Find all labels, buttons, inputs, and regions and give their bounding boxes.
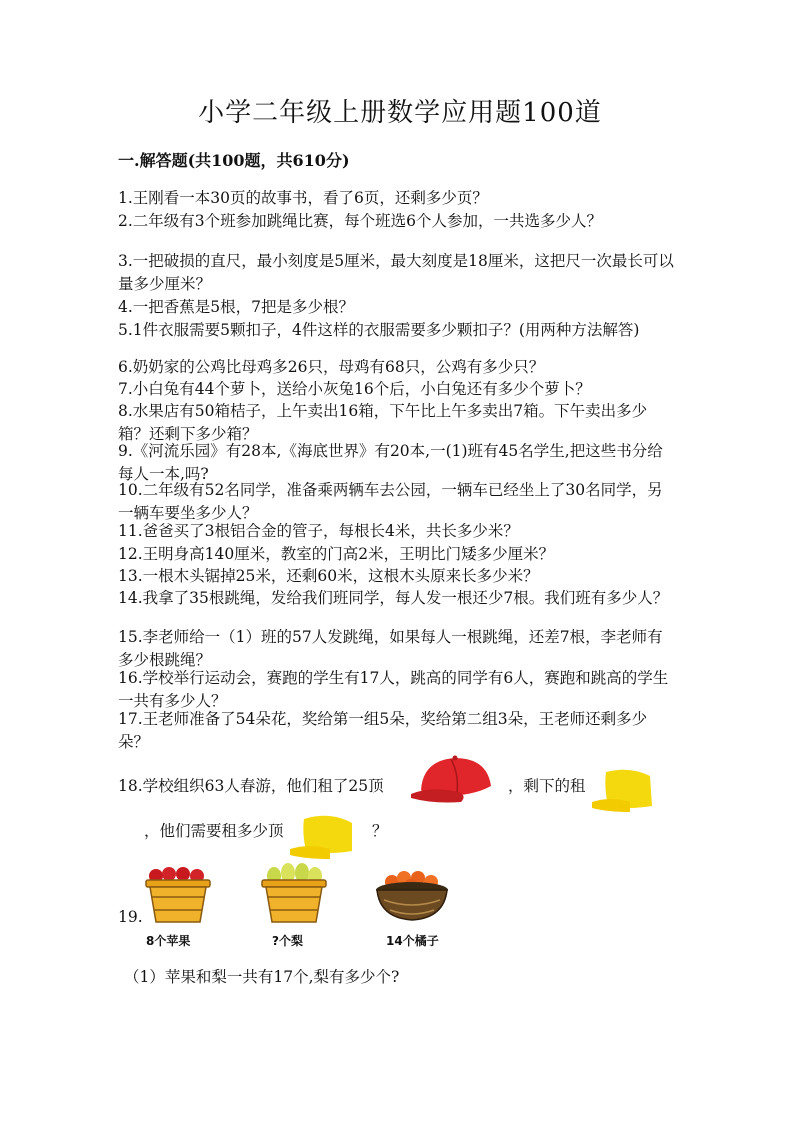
pear-basket-image [258, 860, 330, 930]
question-4: 4.一把香蕉是5根，7把是多少根？ [118, 298, 355, 316]
question-18-text-2: ，剩下的租 [508, 777, 586, 795]
apple-basket-image [144, 864, 212, 930]
question-9: 9.《河流乐园》有28本,《海底世界》有20本,一(1)班有45名学生,把这些书分给每人一本,吗? [118, 442, 663, 483]
question-13: 13.一根木头锯掉25米，还剩60米，这根木头原来长多少米？ [118, 567, 539, 585]
question-16: 16.学校举行运动会，赛跑的学生有17人，跳高的同学有6人，赛跑和跳高的学生一共有多少人？ [118, 669, 669, 710]
question-19-number: 19. [118, 908, 143, 926]
page-title: 小学二年级上册数学应用题100道 [198, 98, 602, 128]
red-cap-image [403, 752, 499, 814]
orange-basket-image [374, 866, 450, 928]
question-18-text-1: 18.学校组织63人春游，他们租了25顶 [118, 777, 384, 795]
question-18-text-4: ？ [372, 822, 388, 840]
question-1: 1.王刚看一本30页的故事书，看了6页，还剩多少页？ [118, 189, 488, 207]
basket-label-apples: 8个苹果 [146, 934, 191, 948]
yellow-cap-image-1 [590, 766, 654, 818]
question-3: 3.一把破损的直尺，最小刻度是5厘米，最大刻度是18厘米，这把尺一次最长可以量多少厘米？ [118, 252, 674, 293]
question-17: 17.王老师准备了54朵花，奖给第一组5朵，奖给第二组3朵，王老师还剩多少朵？ [118, 710, 648, 751]
question-8: 8.水果店有50箱桔子，上午卖出16箱，下午比上午多卖出7箱。下午卖出多少箱？还剩下多少箱？ [118, 402, 648, 443]
question-6: 6.奶奶家的公鸡比母鸡多26只，母鸡有68只，公鸡有多少只？ [118, 358, 545, 376]
yellow-cap-image-2 [290, 811, 356, 865]
question-15: 15.李老师给一（1）班的57人发跳绳，如果每人一根跳绳，还差7根，李老师有多少根跳绳？ [118, 628, 663, 669]
question-10: 10.二年级有52名同学，准备乘两辆车去公园，一辆车已经坐上了30名同学，另一辆车要坐多少人？ [118, 481, 663, 522]
question-5: 5.1件衣服需要5颗扣子，4件这样的衣服需要多少颗扣子？(用两种方法解答) [118, 321, 640, 339]
question-14: 14.我拿了35根跳绳，发给我们班同学，每人发一根还少7根。我们班有多少人？ [118, 589, 669, 607]
basket-label-oranges: 14个橘子 [386, 934, 439, 948]
question-19-sub-1: （1）苹果和梨一共有17个,梨有多少个? [124, 968, 400, 986]
question-2: 2.二年级有3个班参加跳绳比赛，每个班选6个人参加，一共选多少人？ [118, 212, 603, 230]
question-18-text-3: ，他们需要租多少顶 [144, 822, 284, 840]
section-heading: 一.解答题(共100题，共610分) [118, 151, 350, 170]
question-11: 11.爸爸买了3根铝合金的管子，每根长4米，共长多少米？ [118, 522, 519, 540]
question-7: 7.小白兔有44个萝卜，送给小灰兔16个后，小白兔还有多少个萝卜？ [118, 380, 591, 398]
question-12: 12.王明身高140厘米，教室的门高2米，王明比门矮多少厘米？ [118, 545, 555, 563]
basket-label-pears: ?个梨 [272, 934, 303, 948]
